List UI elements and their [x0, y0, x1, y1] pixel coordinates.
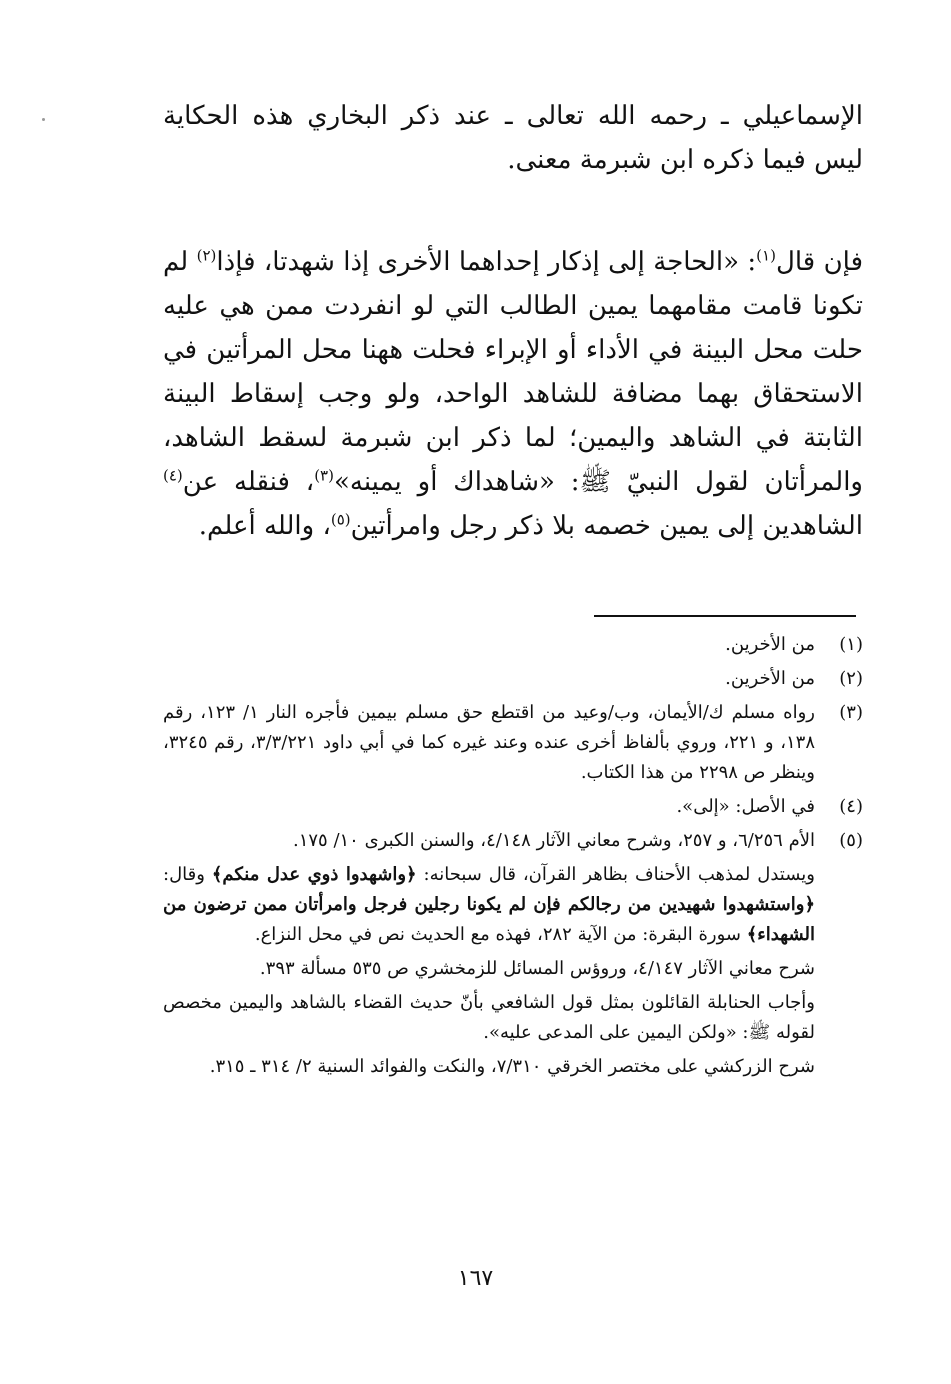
footnote-5-quran-evidence: [163, 860, 863, 950]
text-segment: : «الحاجة إلى إذكار إحداهما الأخرى إذا شهدتا، فإذا: [216, 247, 757, 277]
paragraph-text: [163, 240, 863, 548]
footnote-5-hanbali-response: وأجاب الحنابلة القائلون بمثل قول الشافعي بأنّ حديث القضاء بالشاهد واليمين مخصص لقوله ﷺ: «ولكن اليمين على المدعى عليه».: [163, 992, 815, 1043]
footnote-text: في الأصل: «إلى».: [676, 796, 815, 817]
footnote-5-reference: شرح معاني الآثار ٤/١٤٧، وروؤس المسائل للزمخشري ص ٥٣٥ مسألة ٣٩٣.: [259, 958, 815, 979]
quran-verse: ﴿واستشهدوا شهيدين من رجالكم فإن لم يكونا رجلين فرجل وامرأتان ممن ترضون من الشهداء﴾: [163, 894, 815, 945]
quran-verse: ﴿واشهدوا ذوي عدل منكم﴾: [211, 864, 417, 885]
footnote-text: من الأخرين.: [725, 668, 815, 689]
text-segment: ، فنقله عن: [182, 467, 315, 497]
scan-speck: [42, 118, 45, 121]
footnote-text: من الأخرين.: [725, 634, 815, 655]
text-segment: الشاهدين إلى يمين خصمه بلا ذكر رجل وامرأتين: [350, 511, 863, 541]
footnote-number: (٥): [839, 830, 863, 851]
footnote-text: الأم ٦/٢٥٦، و ٢٥٧، وشرح معاني الآثار ٤/١٤٨، والسنن الكبرى ١٠/ ١٧٥.: [292, 830, 815, 851]
paragraph-continuation: [163, 94, 863, 182]
footnote-5: [163, 826, 863, 856]
footnote-number: (٢): [839, 668, 863, 689]
text-segment: سورة البقرة: من الآية ٢٨٢، فهذه مع الحديث نص في محل النزاع.: [254, 924, 747, 945]
page-number: ١٦٧: [457, 1266, 494, 1291]
footnote-number: (٤): [839, 796, 863, 817]
text-segment: ، والله أعلم.: [198, 511, 331, 541]
footnote-ref-2: (٢): [196, 246, 217, 265]
text-segment: لم تكونا قامت مقامهما يمين الطالب التي لو انفردت ممن هي عليه حلت محل البينة في الأداء أو الإبراء فحلت ههنا محل المرأتين في الاستحقاق بهما مضافة للشاهد الواحد، ولو وجب إسقاط البينة الثابتة في الشاهد واليمين؛ لما ذكر ابن شبرمة لسقط الشاهد، والمرأتان لقول النبيّ ﷺ: «شاهداك أو يمينه»: [163, 247, 863, 497]
footnote-ref-4: (٤): [163, 466, 183, 485]
paragraph-main: [163, 240, 863, 548]
text-segment: ويستدل لمذهب الأحناف بظاهر القرآن، قال سبحانه:: [416, 864, 815, 885]
footnote-5-reference: شرح الزركشي على مختصر الخرقي ٧/٣١٠، والنكت والفوائد السنية ٢/ ٣١٤ ـ ٣١٥.: [209, 1056, 815, 1077]
footnote-ref-5: (٥): [330, 510, 351, 529]
paragraph-text: الإسماعيلي ـ رحمه الله تعالى ـ عند ذكر البخاري هذه الحكاية ليس فيما ذكره ابن شبرمة معنى.: [163, 101, 863, 175]
footnotes: [163, 630, 863, 1086]
footnote-2: [163, 664, 863, 694]
footnote-1: [163, 630, 863, 660]
footnote-3: [163, 698, 863, 788]
footnote-number: (١): [839, 634, 863, 655]
footnote-number: (٣): [839, 702, 863, 723]
footnote-ref-3: (٣): [314, 466, 334, 485]
footnote-ref-1: (١): [756, 246, 776, 265]
text-segment: وقال:: [163, 864, 212, 885]
footnote-4: [163, 792, 863, 822]
footnote-separator: [594, 615, 856, 617]
footnote-text: رواه مسلم ك/الأيمان، وب/وعيد من اقتطع حق مسلم بيمين فأجره النار ١/ ١٢٣، رقم ١٣٨، و ٢٢١، وروي بألفاظ أخرى عنده وعند غيره كما في أبي داود ٣/٣/٢٢١، رقم ٣٢٤٥، وينظر ص ٢٢٩٨ من هذا الكتاب.: [163, 702, 816, 783]
text-segment: فإن قال: [775, 247, 864, 277]
